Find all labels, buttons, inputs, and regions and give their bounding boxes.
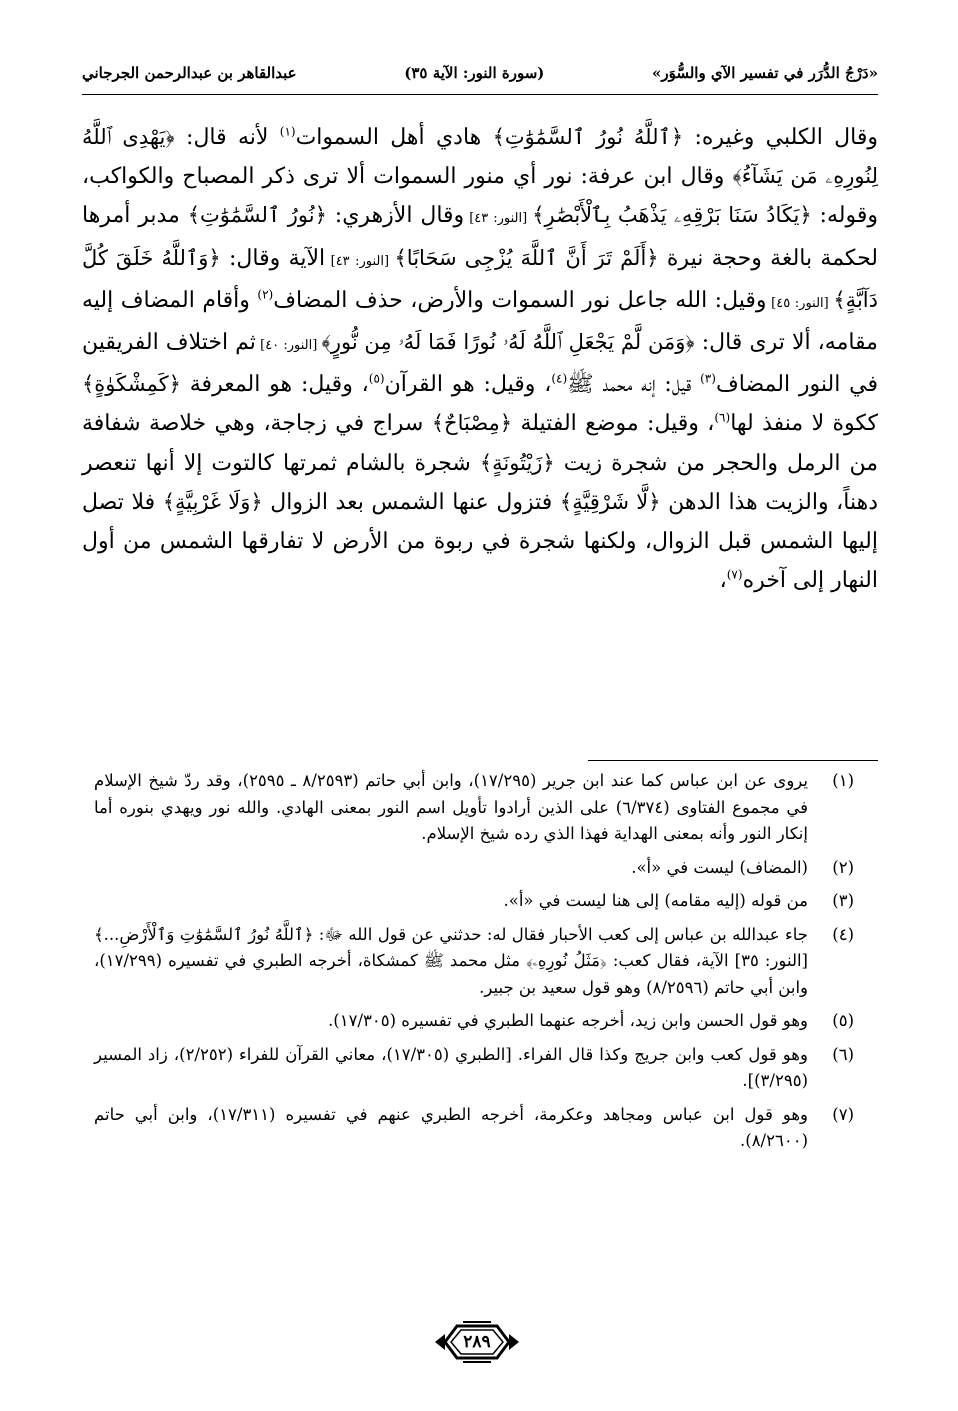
footnote-number: (٢) bbox=[832, 857, 854, 877]
body-text: هادي أهل السموات bbox=[295, 125, 493, 150]
footnote-reference: (٣) bbox=[700, 371, 716, 386]
body-text: فتزول عنها الشمس بعد الزوال bbox=[262, 489, 560, 515]
verse-citation: [النور: ٤٥] bbox=[766, 295, 834, 311]
footnote bbox=[94, 1008, 854, 1035]
footnote bbox=[94, 1042, 854, 1095]
body-text: ، وقيل: هو القرآن bbox=[384, 372, 552, 398]
body-text: ككوة لا منفذ لها bbox=[730, 411, 878, 437]
footnote-reference: (٤) bbox=[551, 371, 568, 386]
footnote-text: (المضاف) ليست في «أ». bbox=[631, 857, 808, 877]
footnote bbox=[94, 768, 854, 848]
footnote-text: من قوله (إليه مقامه) إلى هنا ليست في «أ». bbox=[503, 891, 808, 910]
footnote bbox=[94, 855, 854, 882]
verse-citation: [النور: ٤٣] bbox=[325, 253, 395, 269]
footnote-text: يروى عن ابن عباس كما عند ابن جرير (١٧/٢٩٥)، وابن أبي حاتم (٨/٢٥٩٣ ـ ٢٥٩٥)، وقد ردّ شيخ الإسلام في مجموع الفتاوى (٦/٣٧٤) على الذين أرادوا تأويل اسم النور بمعنى الهادي. والله نور ويهدي بنوره أما إنكار النور وأنه بمعنى الهداية فهذا الذي رده شيخ الإسلام. bbox=[94, 771, 808, 843]
body-text: وأقام المضاف إليه مقامه، ألا ترى قال: bbox=[82, 287, 878, 356]
footnote-number: (٥) bbox=[832, 1011, 854, 1030]
footnote bbox=[94, 922, 854, 1002]
quran-verse: ﴿زَيْتُونَةٍ﴾ bbox=[479, 450, 555, 475]
footnote-reference: (٧) bbox=[726, 567, 743, 582]
footnote-text: جاء عبدالله بن عباس إلى كعب الأحبار فقال له: حدثني عن قول الله ﷻ: ﴿ٱللَّهُ نُورُ ٱلسَّمَٰوَٰتِ وَٱلْأَرْضِ...﴾ [النور: ٣٥] الآية، فقال كعب: ﴿مَثَلُ نُورِهِۦ﴾ مثل محمد ﷺ كمشكاة، أخرجه الطبري في تفسيره (١٧/٢٩٩)، وابن أبي حاتم (٨/٢٥٩٦) وهو قول سعيد بن جبير. bbox=[94, 924, 808, 997]
footnote bbox=[94, 1102, 854, 1155]
body-text: ، bbox=[719, 568, 727, 594]
footnote-reference: (٥) bbox=[368, 371, 385, 386]
verse-citation: [النور: ٤٣] bbox=[464, 211, 533, 227]
quran-verse: ﴿وَٱللَّهُ خَلَقَ كُلَّ دَآبَّةٍ﴾ bbox=[82, 245, 878, 312]
body-text: لأنه قال: bbox=[174, 125, 280, 150]
footnote-divider bbox=[588, 760, 878, 761]
verse-citation: [النور: ٤٠] bbox=[255, 338, 322, 354]
quran-verse: ﴿مِصْبَاحٌ﴾ bbox=[431, 411, 513, 436]
header-surah-reference: (سورة النور: الآية ٣٥) bbox=[404, 64, 545, 82]
body-text: ، وقيل: هو المعرفة bbox=[180, 372, 369, 398]
footnote-reference: (١) bbox=[279, 124, 296, 139]
footnote-text: وهو قول الحسن وابن زيد، أخرجه عنهما الطبري في تفسيره (١٧/٣٠٥). bbox=[328, 1011, 808, 1030]
body-text: فلا تصل إليها الشمس قبل الزوال، ولكنها شجرة في ربوة من الأرض لا تفارقها الشمس من أول النهار إلى آخره bbox=[82, 489, 878, 594]
quran-verse: ﴿وَمَن لَّمْ يَجْعَلِ ٱللَّهُ لَهُۥ نُورًا فَمَا لَهُۥ مِن نُّورٍ﴾ bbox=[321, 330, 695, 355]
body-text: وقيل: الله جاعل نور السموات والأرض، حذف المضاف bbox=[273, 287, 767, 313]
quran-verse: ﴿يَكَادُ سَنَا بَرْقِهِۦ يَذْهَبُ بِٱلْأَبْصَٰرِ﴾ bbox=[532, 203, 812, 228]
footnote-number: (١) bbox=[832, 771, 854, 790]
quran-verse: ﴿ٱللَّهُ نُورُ ٱلسَّمَٰوَٰتِ﴾ bbox=[492, 125, 684, 149]
running-header bbox=[82, 58, 878, 88]
body-text: قيل: إنه محمد ﷺ bbox=[567, 372, 701, 398]
header-divider bbox=[82, 94, 878, 95]
main-text bbox=[82, 118, 878, 600]
body-text: مدبر أمرها لحكمة بالغة وحجة نيرة bbox=[82, 203, 878, 271]
body-text: وقال الكلبي وغيره: bbox=[683, 125, 879, 150]
footnote-number: (٦) bbox=[832, 1044, 854, 1064]
body-text: شجرة بالشام ثمرتها كالتوت إلا أنها تنعصر دهناً، والزيت هذا الدهن bbox=[82, 450, 879, 515]
body-text: الآية وقال: bbox=[220, 245, 326, 271]
footnote-number: (٧) bbox=[832, 1104, 854, 1124]
quran-verse: ﴿نُورُ ٱلسَّمَٰوَٰتِ﴾ bbox=[187, 203, 327, 228]
footnote-reference: (٢) bbox=[257, 287, 274, 302]
quran-verse: ﴿يَهْدِى ٱللَّهُ لِنُورِهِۦ مَن يَشَآءُ﴾ bbox=[82, 125, 878, 189]
body-text: سراج في زجاجة، وهي خلاصة شفافة من الرمل والحجر من شجرة زيت bbox=[82, 411, 878, 476]
footnote-text: وهو قول كعب وابن جريج وكذا قال الفراء. [الطبري (١٧/٣٠٥)، معاني القرآن للفراء (٢/٢٥٢)، زاد المسير (٣/٢٩٥)]. bbox=[94, 1044, 808, 1090]
body-text: ، وقيل: موضع الفتيلة bbox=[512, 411, 715, 437]
header-book-title: «دَرْجُ الدُّرَر في تفسير الآي والسُّوَر» bbox=[651, 64, 878, 82]
footnote bbox=[94, 888, 854, 915]
quran-verse: ﴿أَلَمْ تَرَ أَنَّ ٱللَّهَ يُزْجِى سَحَابًا﴾ bbox=[394, 245, 659, 270]
body-text: وقال الأزهري: bbox=[326, 203, 465, 229]
quran-verse: ﴿لَّا شَرْقِيَّةٍ﴾ bbox=[559, 489, 661, 514]
page-number: ٢٨٩ bbox=[463, 1332, 491, 1352]
body-text: وقال ابن عرفة: نور أي منور السموات ألا ترى ذكر المصباح والكواكب، وقوله: bbox=[82, 164, 878, 229]
header-author: عبدالقاهر بن عبدالرحمن الجرجاني bbox=[82, 64, 297, 82]
body-paragraph bbox=[82, 118, 878, 600]
footnote-text: وهو قول ابن عباس ومجاهد وعكرمة، أخرجه الطبري عنهم في تفسيره (١٧/٣١١)، وابن أبي حاتم (٨/٢٦٠٠). bbox=[94, 1104, 809, 1150]
footnote-number: (٣) bbox=[832, 891, 854, 910]
footnote-reference: (٦) bbox=[714, 411, 731, 426]
quran-verse: ﴿كَمِشْكَوٰةٍ﴾ bbox=[82, 372, 181, 397]
footnotes-section bbox=[94, 768, 854, 1162]
quran-verse: ﴿وَلَا غَرْبِيَّةٍ﴾ bbox=[162, 489, 263, 514]
page-number-ornament bbox=[433, 1320, 521, 1364]
body-text: ثم اختلاف الفريقين في النور المضاف bbox=[82, 330, 878, 398]
footnote-number: (٤) bbox=[832, 924, 854, 944]
